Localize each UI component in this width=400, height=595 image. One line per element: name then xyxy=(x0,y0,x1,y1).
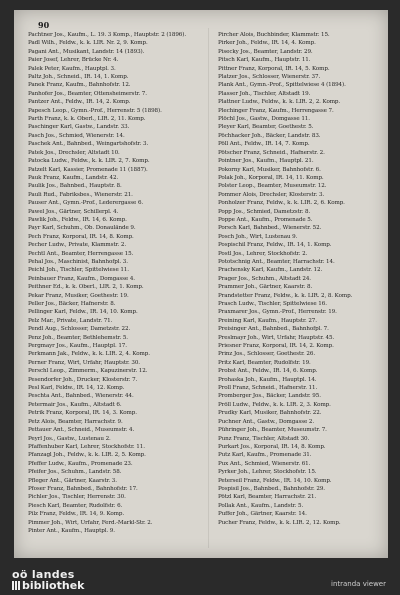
directory-entry: Payr Karl, Schuhm., Ob. Donaulände 9. xyxy=(28,225,136,232)
directory-entry: Pehal Jos., Maschinist, Bahnhofpl. 3. xyxy=(28,258,128,265)
directory-entry: Pfeifer Jos., Schuhm., Landstr. 58. xyxy=(28,469,122,476)
directory-entry: Pototschnig Ant., Beamter, Harrachstr. 14. xyxy=(218,258,335,265)
directory-entry: Pötscher Franz, Schneid., Hafnerstr. 2. xyxy=(218,149,325,156)
directory-entry: Pettauer Ant., Schneid., Museumstr. 4. xyxy=(28,427,135,434)
directory-entry: Purkart Jos., Korporal, IR. 14, 8. Komp. xyxy=(218,443,326,450)
directory-entry: Pittner Franz, Korporal, IR. 14, 5. Komp. xyxy=(218,65,330,72)
directory-entry: Prager Jos., Schuhm., Altstadt 24. xyxy=(218,275,311,282)
directory-entry: Posch Joh., Wirt, Lustenau 9. xyxy=(218,233,298,240)
directory-entry: Parth Franz, k. k. Oberl., LIR. 2, 11. Komp. xyxy=(28,116,146,123)
directory-entry: Pommer Alois, Drechsler, Klosterstr. 3. xyxy=(218,191,325,198)
directory-entry: Paulik Jos., Bahnbed., Hauptstr. 8. xyxy=(28,183,122,190)
directory-entry: Pollak Ant., Kaufm., Landstr. 5. xyxy=(218,502,304,509)
directory-entry: Pokorny Karl, Musiker, Bahnhofstr. 6. xyxy=(218,166,321,173)
directory-entry: Paschek Ant., Bahnbed., Weingartshofstr. 3. xyxy=(28,141,149,148)
directory-entry: Peichl Joh., Tischler, Spittelwiese 11. xyxy=(28,267,129,274)
directory-entry: Perschl Leop., Zimmerm., Kapuzinerstr. 12. xyxy=(28,368,148,375)
directory-entry: Petrik Franz, Korporal, IR. 14, 3. Komp. xyxy=(28,410,137,417)
directory-entry: Pöchhacker Joh., Bäcker, Landstr. 83. xyxy=(218,132,321,139)
viewer-label[interactable]: intranda viewer xyxy=(331,580,386,588)
directory-entry: Plöchl Jos., Gastw., Domgasse 11. xyxy=(218,116,310,123)
directory-entry: Piesch Karl, Beamter, Rudolfstr. 6. xyxy=(28,502,123,509)
directory-entry: Prinz Jos., Schlosser, Goethestr. 26. xyxy=(218,351,315,358)
directory-entry: Pospischil Franz, Feldw., IR. 14, 1. Komp. xyxy=(218,242,332,249)
directory-entry: Prandstetter Franz, Feldw., k. k. LIR. 2, 8. Komp. xyxy=(218,292,353,299)
directory-entry: Pesendorfer Joh., Drucker, Klosterstr. 7. xyxy=(28,376,138,383)
directory-entry: Prudky Karl, Musiker, Bahnhofstr. 22. xyxy=(218,410,322,417)
directory-entry: Pfoser Franz, Bahnbed., Bahnhofstr. 17. xyxy=(28,485,138,492)
directory-entry: Pagani Ant., Musikant, Landstr. 14 (1893). xyxy=(28,48,145,55)
directory-entry: Punz Franz, Tischler, Altstadt 30. xyxy=(218,435,310,442)
directory-entry: Polster Leop., Beamter, Museumstr. 12. xyxy=(218,183,327,190)
directory-entry: Proll Franz, Schneid., Hafnerstr. 11. xyxy=(218,385,318,392)
directory-entry: Pröll Ludw., Feldw., k. k. LIR. 2, 3. Komp. xyxy=(218,401,331,408)
directory-entry: Pfaffenhuber Karl, Lehrer, Stockhofstr. 11. xyxy=(28,443,145,450)
directory-entry: Pechtl Ant., Beamter, Herrengasse 15. xyxy=(28,250,134,257)
directory-entry: Porsch Karl, Bahnbed., Wienerstr. 52. xyxy=(218,225,322,232)
directory-entry: Pech Franz, Korporal, IR. 14, 8. Komp. xyxy=(28,233,134,240)
directory-entry: Popp Jos., Schmied, Dametzstr. 8. xyxy=(218,208,311,215)
directory-entry: Petz Alois, Beamter, Harrachstr. 9. xyxy=(28,418,123,425)
left-column xyxy=(28,32,204,536)
directory-entry: Prohaska Joh., Kaufm., Hauptpl. 14. xyxy=(218,376,317,383)
directory-entry: Pantzer Ant., Feldw., IR. 14, 2. Komp. xyxy=(28,99,131,106)
directory-entry: Priesner Franz, Korporal, IR. 14, 2. Komp. xyxy=(218,343,334,350)
directory-entry: Pesl Karl, Feldw., IR. 14, 12. Komp. xyxy=(28,385,125,392)
directory-entry: Pecher Ludw., Private, Klammstr. 2. xyxy=(28,242,126,249)
directory-entry: Pasch Jos., Schmied, Wienerstr. 14. xyxy=(28,132,125,139)
directory-entry: Plasser Joh., Tischler, Altstadt 19. xyxy=(218,90,311,97)
directory-entry: Perkmann Jak., Feldw., k. k. LIR. 2, 4. Komp. xyxy=(28,351,150,358)
directory-entry: Pawel Jos., Gärtner, Schillerpl. 4. xyxy=(28,208,119,215)
directory-entry: Pilz Franz, Feldw., IR. 14, 9. Komp. xyxy=(28,511,125,518)
scanned-page xyxy=(14,10,388,558)
directory-entry: Peller Jos., Bäcker, Hafnerstr. 8. xyxy=(28,301,116,307)
directory-entry: Poppe Ant., Kaufm., Promenade 5. xyxy=(218,216,313,223)
directory-entry: Padl Wilh., Feldw., k. k. LIR. Nr. 2, 9. Komp. xyxy=(28,40,148,47)
directory-entry: Pyrker Joh., Lehrer, Stockhofstr. 15. xyxy=(218,469,317,476)
directory-entry: Panek Franz, Kaufm., Bahnhofstr. 12. xyxy=(28,82,131,89)
directory-entry: Pekar Franz, Musiker, Goethestr. 19. xyxy=(28,292,129,299)
directory-entry: Pauser Ant., Gymn.-Prof., Lederergasse 6. xyxy=(28,200,144,207)
directory-entry: Polak Joh., Korporal, IR. 14, 11. Komp. xyxy=(218,174,324,181)
directory-entry: Preslmayr Joh., Wirt, Urfahr, Hauptstr. 45. xyxy=(218,334,335,341)
directory-entry: Pichler Jos., Tischler, Herrenstr. 30. xyxy=(28,494,126,501)
directory-entry: Pendl Aug., Schlosser, Dametzstr. 22. xyxy=(28,326,131,333)
directory-entry: Pauli Rud., Fabriksbes., Wienerstr. 21. xyxy=(28,191,133,198)
directory-entry: Preisinger Ant., Bahnbed., Bahnhofpl. 7. xyxy=(218,326,329,333)
directory-entry: Patocka Ludw., Feldw., k. k. LIR. 2, 7. Komp. xyxy=(28,158,150,165)
directory-entry: Pitsch Karl, Kaufm., Hauptstr. 11. xyxy=(218,57,311,64)
directory-entry: Palek Peter, Kaufm., Hauptpl. 3. xyxy=(28,65,116,72)
directory-entry: Pucher Franz, Feldw., k. k. LIR. 2, 12. Komp. xyxy=(218,519,341,526)
directory-entry: Pfleger Ant., Gärtner, Kaarstr. 3. xyxy=(28,477,117,484)
directory-entry: Patek Jos., Drechsler, Altstadt 10. xyxy=(28,149,120,156)
directory-entry: Puffer Joh., Gärtner, Kaarstr. 14. xyxy=(218,511,307,518)
directory-entry: Praxmarer Jos., Gymn.-Prof., Herrenstr. 19. xyxy=(218,309,337,316)
directory-entry: Pux Ant., Schmied, Wienerstr. 61. xyxy=(218,460,311,467)
directory-entry: Pisecky Jos., Beamter, Landstr. 29. xyxy=(218,48,313,55)
directory-entry: Pleyer Karl, Beamter, Goethestr. 5. xyxy=(218,124,314,131)
directory-entry: Pellinger Karl, Feldw., IR. 14, 10. Komp. xyxy=(28,309,138,316)
directory-entry: Platzer Jos., Schlosser, Wienerstr. 37. xyxy=(218,74,321,81)
directory-entry: Peinbauer Franz, Kaufm., Domgasse 4. xyxy=(28,275,135,282)
directory-entry: Peterseil Franz, Feldw., IR. 14, 10. Komp. xyxy=(218,477,332,484)
directory-entry: Prasch Ludw., Tischler, Spittelwiese 16. xyxy=(218,301,327,307)
directory-entry: Paschinger Karl, Gastw., Landstr. 33. xyxy=(28,124,130,131)
directory-entry: Plank Ant., Gymn.-Prof., Spittelwiese 4 (1894). xyxy=(218,82,346,89)
directory-entry: Pospisil Jos., Bahnbed., Bahnhofstr. 29. xyxy=(218,485,325,492)
directory-entry: Peschta Ant., Bahnbed., Wienerstr. 44. xyxy=(28,393,134,400)
directory-entry: Peithner Ed., k. k. Oberl., LIR. 2, 1. Komp. xyxy=(28,284,144,291)
directory-entry: Pöll Ant., Feldw., IR. 14, 7. Komp. xyxy=(218,141,310,148)
right-column xyxy=(218,32,388,528)
directory-entry: Pfanzagl Joh., Feldw., k. k. LIR. 2, 5. Komp. xyxy=(28,452,146,459)
directory-entry: Pelz Mar., Private, Landstr. 71. xyxy=(28,317,113,324)
directory-entry: Ponholzer Franz, Feldw., k. k. LIR. 2, 6. Komp. xyxy=(218,200,345,207)
directory-entry: Papesch Leop., Gymn.-Prof., Herrenstr. 5 (1898). xyxy=(28,107,162,114)
directory-entry: Puchner Ant., Gastw., Domgasse 2. xyxy=(218,418,315,425)
logo-bars-icon xyxy=(12,581,20,590)
logo-top-text: oö landes xyxy=(12,568,75,581)
directory-entry: Pritz Karl, Beamter, Rudolfstr. 19. xyxy=(218,359,311,366)
directory-entry: Paier Josef, Lehrer, Brücke Nr. 4. xyxy=(28,57,119,64)
directory-entry: Promberger Jos., Bäcker, Landstr. 95. xyxy=(218,393,321,400)
directory-entry: Prachensky Karl, Kaufm., Landstr. 12. xyxy=(218,267,323,274)
directory-entry: Probst Ant., Feldw., IR. 14, 6. Komp. xyxy=(218,368,318,375)
directory-entry: Pirker Joh., Feldw., IR. 14, 4. Komp. xyxy=(218,40,316,47)
directory-entry: Pircher Alois, Buchbinder, Klammstr. 15. xyxy=(218,32,330,38)
directory-entry: Preining Karl, Kaufm., Hauptstr. 27. xyxy=(218,317,317,324)
logo-bottom-text: bibliothek xyxy=(22,579,85,592)
directory-entry: Perner Franz, Wirt, Urfahr, Hauptstr. 30. xyxy=(28,359,140,366)
directory-entry: Postl Jos., Lehrer, Stockhofstr. 2. xyxy=(218,250,308,257)
library-logo[interactable] xyxy=(12,569,84,592)
directory-entry: Prammer Joh., Gärtner, Kaarstr. 8. xyxy=(218,284,313,291)
directory-entry: Pfeffer Ludw., Kaufm., Promenade 23. xyxy=(28,460,133,467)
directory-entry: Pühringer Joh., Beamter, Museumstr. 7. xyxy=(218,427,327,434)
directory-entry: Pötzl Karl, Beamter, Harrachstr. 21. xyxy=(218,494,317,501)
directory-entry: Patzelt Karl, Kassier, Promenade 11 (1887). xyxy=(28,166,148,173)
directory-entry: Pinter Ant., Kaufm., Hauptpl. 9. xyxy=(28,527,115,534)
directory-entry: Pauk Franz, Kaufm., Landstr. 42. xyxy=(28,174,119,181)
directory-entry: Peyrl Jos., Gastw., Lustenau 2. xyxy=(28,435,111,442)
directory-entry: Pachtner Jos., Kaufm., L. 19. 3 Komp., Hauptstr. 2 (1896). xyxy=(28,32,187,38)
column-divider xyxy=(208,28,209,548)
directory-entry: Petermair Jos., Kaufm., Altstadt 6. xyxy=(28,401,122,408)
page-number: 90 xyxy=(38,20,50,30)
directory-entry: Pimmer Joh., Wirt, Urfahr, Ferd.-Markl-Str. 2. xyxy=(28,519,153,526)
directory-entry: Pointner Jos., Kaufm., Hauptpl. 21. xyxy=(218,158,314,165)
directory-entry: Putz Karl, Kaufm., Promenade 31. xyxy=(218,452,312,459)
directory-entry: Penz Joh., Beamter, Bethlehemstr. 5. xyxy=(28,334,128,341)
directory-entry: Pergmayr Jos., Kaufm., Hauptpl. 17. xyxy=(28,343,127,350)
directory-entry: Plattner Ludw., Feldw., k. k. LIR. 2, 2. Komp. xyxy=(218,99,341,106)
directory-entry: Paltz Joh., Schneid., IR. 14, 1. Komp. xyxy=(28,74,129,81)
directory-entry: Panhofer Jos., Beamter, Ottensheimerstr. 7. xyxy=(28,90,147,97)
directory-entry: Pawlik Joh., Feldw., IR. 14, 6. Komp. xyxy=(28,216,127,223)
directory-entry: Plechinger Franz, Kaufm., Herrengasse 7. xyxy=(218,107,334,114)
